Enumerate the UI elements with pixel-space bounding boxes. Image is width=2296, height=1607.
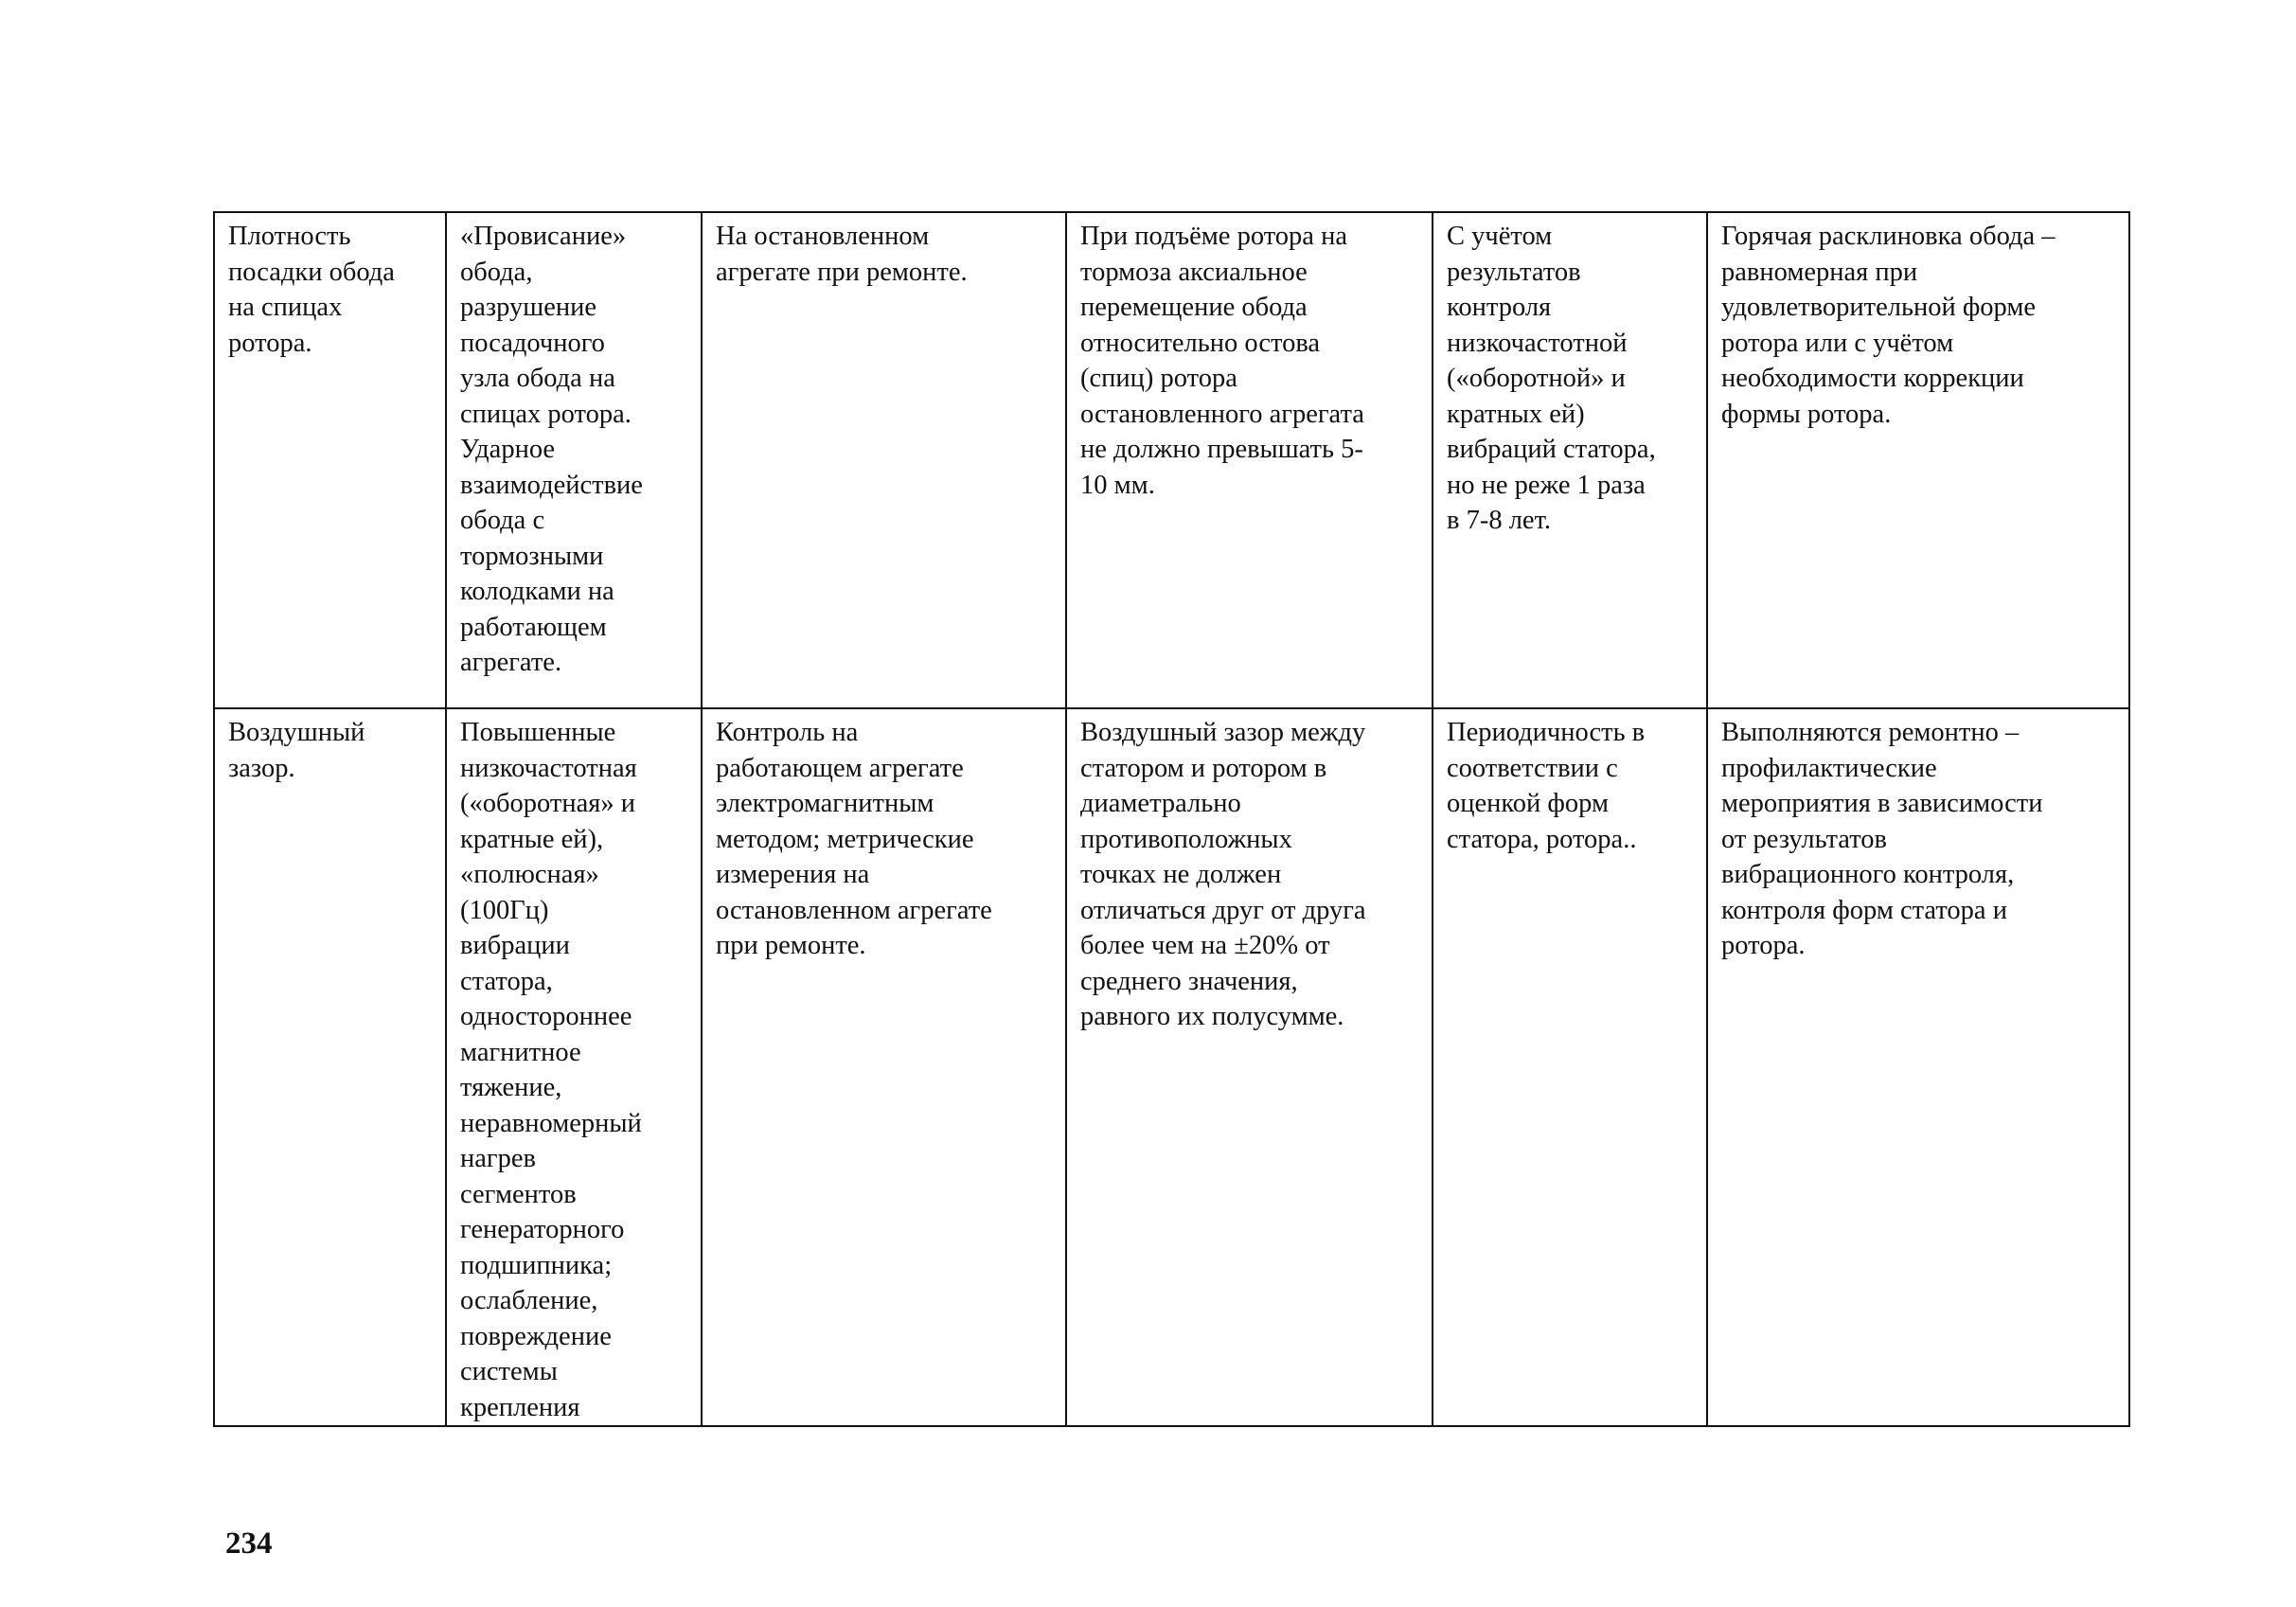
criteria-text: Воздушный зазор между статором и ротором в диаметрально противоположных точках не должен отличаться друг от друга более чем на ±20% от среднего значения, равного их полусумме. (1080, 718, 1366, 1031)
parameter-text: Плотность посадки обода на спицах ротора. (228, 222, 395, 358)
table-row (214, 212, 2129, 708)
page-number: 234 (225, 1527, 273, 1561)
periodicity-cell (1433, 212, 1707, 708)
periodicity-text: Периодичность в соответствии с оценкой форм статора, ротора.. (1447, 718, 1646, 854)
criteria-text: При подъёме ротора на тормоза аксиальное перемещение обода относительно остова (спиц) ротора остановленного агрегата не должно превышать 5- 10 мм. (1080, 222, 1364, 500)
parameter-text: Воздушный зазор. (228, 718, 365, 783)
control-method-cell (702, 708, 1066, 1426)
periodicity-cell (1433, 708, 1707, 1426)
defects-cell (446, 212, 702, 708)
criteria-cell (1066, 708, 1433, 1426)
defects-cell (446, 708, 702, 1426)
measures-text: Выполняются ремонтно – профилактические мероприятия в зависимости от результатов вибрационного контроля, контроля форм статора и ротора. (1721, 718, 2043, 960)
control-method-text: На остановленном агрегате при ремонте. (716, 222, 968, 287)
defects-text: «Провисание» обода, разрушение посадочного узла обода на спицах ротора. Ударное взаимодействие обода с тормозными колодками на работающем агрегате. (460, 222, 643, 677)
parameter-cell (214, 212, 446, 708)
criteria-cell (1066, 212, 1433, 708)
control-method-text: Контроль на работающем агрегате электромагнитным методом; метрические измерения на остановленном агрегате при ремонте. (716, 718, 992, 960)
requirements-table (213, 211, 2130, 1427)
parameter-cell (214, 708, 446, 1426)
measures-cell (1707, 708, 2129, 1426)
defects-text: Повышенные низкочастотная («оборотная» и кратные ей), «полюсная» (100Гц) вибрации статора, одностороннее магнитное тяжение, неравномерный нагрев сегментов генераторного подшипника; ослабление, повреждение системы крепления (460, 718, 642, 1422)
periodicity-text: С учётом результатов контроля низкочастотной («оборотной» и кратных ей) вибраций статора, но не реже 1 раза в 7-8 лет. (1447, 222, 1656, 535)
table-row (214, 708, 2129, 1426)
measures-text: Горячая расклиновка обода – равномерная при удовлетворительной форме ротора или с учётом необходимости коррекции формы ротора. (1721, 222, 2056, 429)
control-method-cell (702, 212, 1066, 708)
measures-cell (1707, 212, 2129, 708)
